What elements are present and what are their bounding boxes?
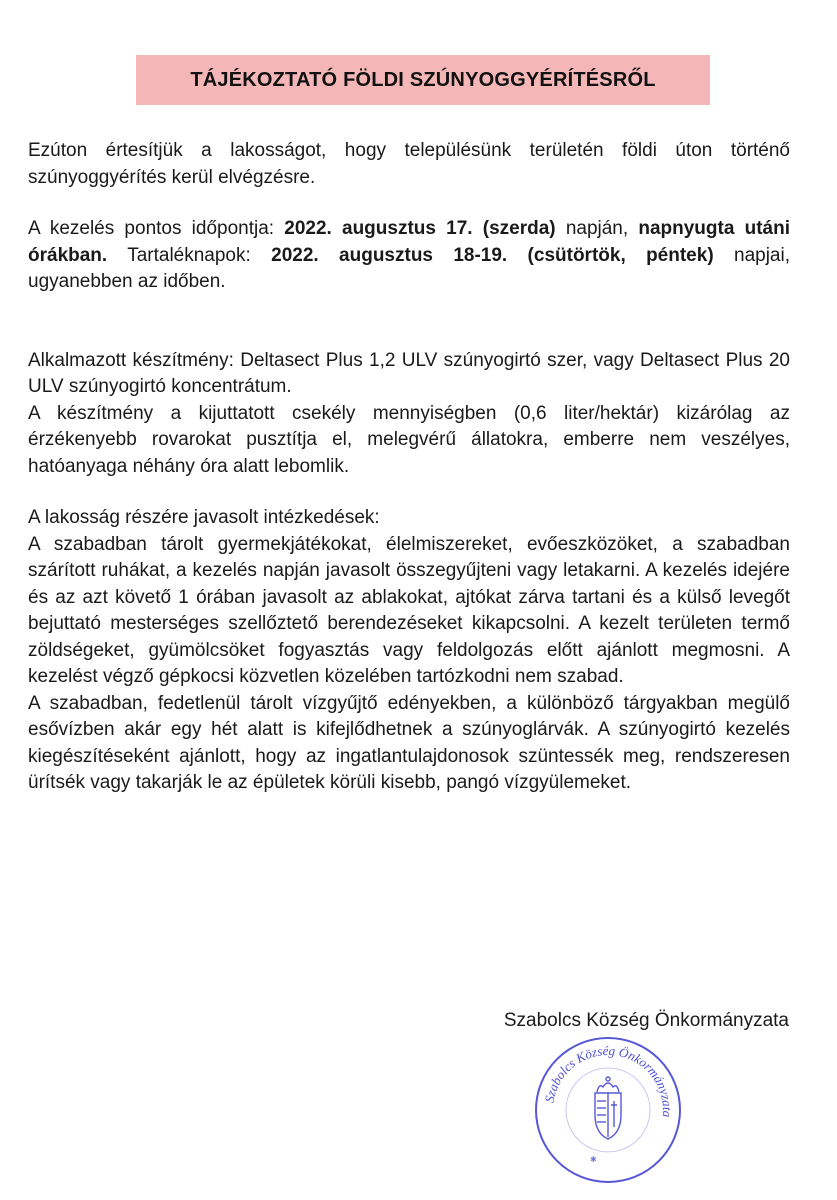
schedule-text-4: napjai, ugyanebben az időben. bbox=[28, 244, 790, 292]
signature: Szabolcs Község Önkormányzata bbox=[503, 1010, 789, 1031]
seal-star-icon: ✱ bbox=[590, 1155, 597, 1164]
schedule-paragraph bbox=[28, 216, 790, 296]
schedule-text-3: Tartaléknapok: bbox=[107, 244, 272, 266]
larvae-paragraph: A szabadban, fedetlenül tárolt vízgyűjtő edényekben, a különböző tárgyakban megülő esővízben akár egy hét alatt is kifejlődhetnek a szúnyoglárvák. A szúnyogirtó kezelés kiegészítéseként ajánlott, hogy az ingatlantulajdonosok szüntessék meg, rendszeresen ürítsék vagy takarják le az épületek körüli kisebb, pangó vízgyülemeket. bbox=[28, 692, 790, 793]
document-body bbox=[28, 138, 790, 797]
reserve-dates: 2022. augusztus 18-19. (csütörtök, péntek) bbox=[271, 244, 714, 266]
measures-paragraph: A szabadban tárolt gyermekjátékokat, élelmiszereket, evőeszközöket, a szabadban szárított ruhákat, a kezelés napján javasolt összegyűjteni vagy letakarni. A kezelés idejére és az azt követő 1 órában javasolt az ablakokat, ajtókat zárva tartani és a külső levegőt bejuttató mesterséges szellőztető berendezéseket kikapcsolni. A kezelt területen termő zöldségeket, gyümölcsöket fogyasztás vagy feldolgozás előtt ajánlott megmosni. A kezelést végző gépkocsi közvetlen közelében tartózkodni nem szabad. bbox=[28, 533, 790, 687]
intro-paragraph: Ezúton értesítjük a lakosságot, hogy településünk területén földi úton történő szúnyoggyérítés kerül elvégzésre. bbox=[28, 140, 790, 188]
product-safety-paragraph: A készítmény a kijuttatott csekély mennyiségben (0,6 liter/hektár) kizárólag az érzékenyebb rovarokat pusztítja el, melegvérű állatokra, emberre nem veszélyes, hatóanyaga néhány óra alatt lebomlik. bbox=[28, 402, 790, 477]
document-title: TÁJÉKOZTATÓ FÖLDI SZÚNYOGGYÉRÍTÉSRŐL bbox=[190, 68, 656, 91]
treatment-date: 2022. augusztus 17. (szerda) bbox=[284, 218, 556, 239]
official-seal-stamp bbox=[533, 1035, 683, 1185]
measures-heading: A lakosság részére javasolt intézkedések: bbox=[28, 507, 380, 528]
product-paragraph: Alkalmazott készítmény: Deltasect Plus 1,2 ULV szúnyogirtó szer, vagy Deltasect Plus 20 ULV szúnyogirtó koncentrátum. bbox=[28, 349, 790, 397]
coat-of-arms-icon bbox=[595, 1077, 621, 1139]
treatment-time: napnyugta utáni órákban. bbox=[28, 218, 790, 266]
schedule-text-2: napján, bbox=[555, 218, 639, 239]
title-banner bbox=[136, 55, 710, 105]
seal-text: Szabolcs Község Önkormányzata bbox=[541, 1042, 676, 1118]
schedule-text-1: A kezelés pontos időpontja: bbox=[28, 218, 285, 239]
